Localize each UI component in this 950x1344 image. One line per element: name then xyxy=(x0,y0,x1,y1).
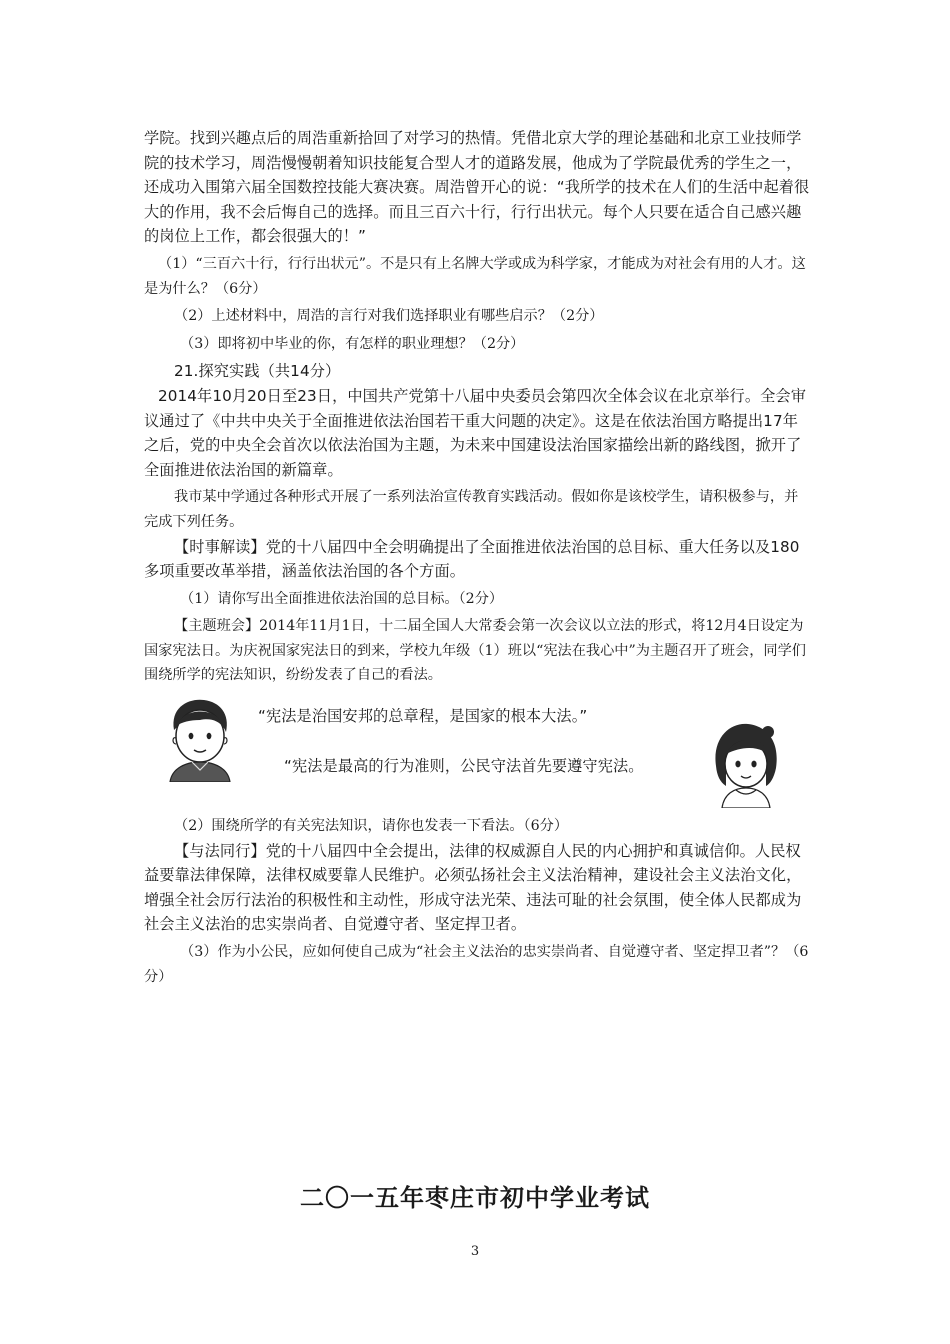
student-quotes-illustration xyxy=(144,696,812,824)
law-paragraph: 【与法同行】党的十八届四中全会提出，法律的权威源自人民的内心拥护和真诚信仰。人民权益要靠法律保障，法律权威要靠人民维护。必须弘扬社会主义法治精神，建设社会主义法治文化，增强全社会厉行法治的积极性和主动性，形成守法光荣、违法可耻的社会氛围，使全体人民都成为社会主义法治的忠实崇尚者、自觉遵守者、坚定捍卫者。 xyxy=(144,841,802,934)
question-3: （3）即将初中毕业的你，有怎样的职业理想？（2分） xyxy=(180,335,525,352)
page-number: 3 xyxy=(470,1244,480,1259)
question-21-2: （2）围绕所学的有关宪法知识，请你也发表一下看法。（6分） xyxy=(174,818,569,835)
passage-paragraph: 2014年10月20日至23日，中国共产党第十八届中央委员会第四次全体会议在北京举行。全会审议通过了《中共中央关于全面推进依法治国若干重大问题的决定》。这是在依法治国方略提出17年之后，党的中央全会首次以依法治国为主题，为未来中国建设法治国家描绘出新的路线图，掀开了全面推进依法治国的新篇章。 xyxy=(144,386,806,479)
current-affairs-paragraph: 【时事解读】党的十八届四中全会明确提出了全面推进依法治国的总目标、重大任务以及180多项重要改革举措，涵盖依法治国的各个方面。 xyxy=(144,537,800,581)
passage-paragraph: 学院。找到兴趣点后的周浩重新拾回了对学习的热情。凭借北京大学的理论基础和北京工业技师学院的技术学习，周浩慢慢朝着知识技能复合型人才的道路发展，他成为了学院最优秀的学生之一，还成功入围第六届全国数控技能大赛决赛。周浩曾开心的说：“我所学的技术在人们的生活中起着很大的作用，我不会后悔自己的选择。而且三百六十行，行行出状元。每个人只要在适合自己感兴趣的岗位上工作，都会很强大的！” xyxy=(144,129,810,246)
question-21-heading: 21.探究实践（共14分） xyxy=(174,362,341,381)
question-21-1: （1）请你写出全面推进依法治国的总目标。（2分） xyxy=(180,590,504,607)
document-body xyxy=(144,126,812,989)
question-21-3: （3）作为小公民，应如何使自己成为“社会主义法治的忠实崇尚者、自觉遵守者、坚定捍卫者”？（6分） xyxy=(144,944,809,985)
class-meeting-paragraph: 【主题班会】2014年11月1日，十二届全国人大常委会第一次会议以立法的形式，将12月4日设定为国家宪法日。为庆祝国家宪法日的到来，学校九年级（1）班以“宪法在我心中”为主题召开了班会，同学们围绕所学的宪法知识，纷纷发表了自己的看法。 xyxy=(144,618,806,684)
exam-section-title: 二〇一五年枣庄市初中学业考试 xyxy=(300,1184,650,1212)
boy-quote: “宪法是治国安邦的总章程，是国家的根本大法。” xyxy=(258,707,588,726)
passage-paragraph: 我市某中学通过各种形式开展了一系列法治宣传教育实践活动。假如你是该校学生，请积极参与，并完成下列任务。 xyxy=(144,489,799,530)
boy-illustration-icon xyxy=(160,696,240,782)
question-1: （1）“三百六十行，行行出状元”。不是只有上名牌大学或成为科学家，才能成为对社会有用的人才。这是为什么？（6分） xyxy=(144,255,806,297)
girl-illustration-icon xyxy=(708,718,784,808)
girl-quote: “宪法是最高的行为准则，公民守法首先要遵守宪法。 xyxy=(284,757,644,776)
question-2: （2）上述材料中，周浩的言行对我们选择职业有哪些启示？（2分） xyxy=(174,308,604,325)
